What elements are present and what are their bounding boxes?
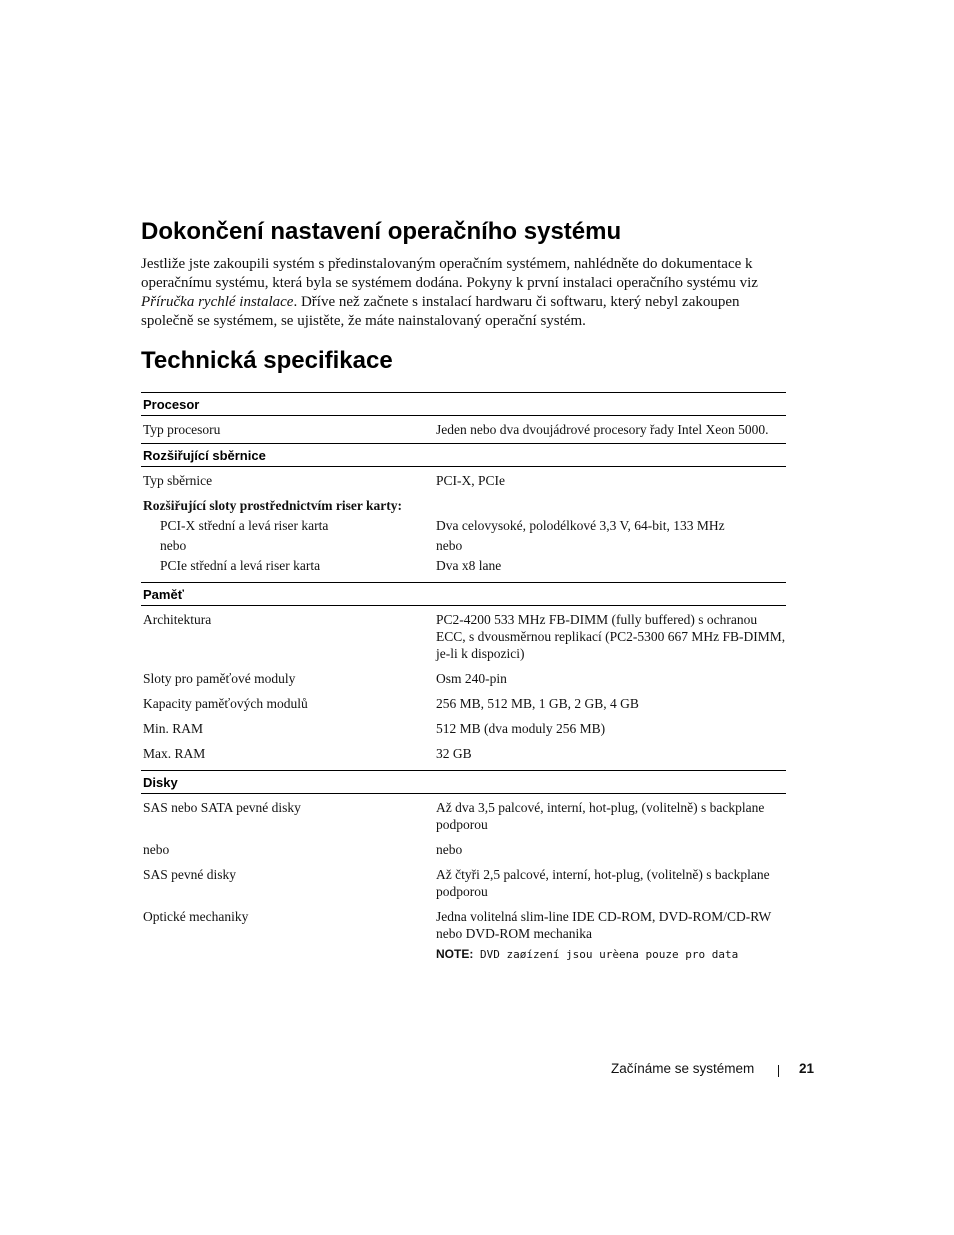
spec-label: PCI-X střední a levá riser karta (160, 518, 329, 533)
heading-os-setup: Dokončení nastavení operačního systému (141, 218, 622, 245)
intro-text-a: Jestliže jste zakoupili systém s předinstalovaným operačním systémem, nahlédněte do dokumentace k operačnímu systému, která byla se systémem dodána. Pokyny k první instalaci operačního systému viz (141, 256, 758, 291)
footer-title: Začínáme se systémem (611, 1061, 755, 1076)
intro-text-b: . Dříve než začnete s instalací hardwaru či softwaru, který nebyl zakoupen společně se systémem, se ujistěte, že máte nainstalovaný operační systém. (141, 294, 740, 329)
section-header-memory: Paměť (141, 582, 786, 606)
spec-value: Osm 240-pin (436, 671, 507, 686)
spec-value: Až dva 3,5 palcové, interní, hot-plug, (volitelně) s backplane podporou (436, 800, 765, 832)
quick-install-guide-reference: Příručka rychlé instalace (141, 294, 294, 310)
spec-value: nebo (436, 538, 463, 553)
intro-paragraph (141, 255, 791, 331)
section-header-processor: Procesor (141, 392, 786, 416)
spec-row (141, 517, 786, 534)
spec-subheading (141, 497, 786, 514)
spec-value: nebo (436, 842, 463, 857)
spec-row (141, 866, 786, 900)
spec-label: Rozšiřující sloty prostřednictvím riser karty: (143, 498, 402, 513)
note-label: NOTE: (436, 947, 474, 961)
spec-value: 256 MB, 512 MB, 1 GB, 2 GB, 4 GB (436, 696, 639, 711)
spec-label: Typ procesoru (143, 422, 221, 437)
spec-label: nebo (160, 538, 187, 553)
spec-table (141, 392, 786, 963)
spec-row (141, 695, 786, 712)
spec-row (141, 745, 786, 762)
spec-label: Typ sběrnice (143, 473, 213, 488)
spec-label: Max. RAM (143, 746, 206, 761)
spec-row (141, 720, 786, 737)
spec-value: 512 MB (dva moduly 256 MB) (436, 721, 606, 736)
spec-label: Sloty pro paměťové moduly (143, 671, 296, 686)
page-number: 21 (799, 1061, 815, 1076)
spec-row (141, 557, 786, 574)
spec-row (141, 472, 786, 489)
spec-value: PCI-X, PCIe (436, 473, 506, 488)
spec-label: Min. RAM (143, 721, 204, 736)
spec-label: SAS pevné disky (143, 867, 237, 882)
note-block (436, 946, 786, 963)
spec-value: Až čtyři 2,5 palcové, interní, hot-plug, (volitelně) s backplane podporou (436, 867, 770, 899)
spec-value: 32 GB (436, 746, 472, 761)
spec-value: Jedna volitelná slim-line IDE CD-ROM, DVD-ROM/CD-RW nebo DVD-ROM mechanika (436, 909, 771, 941)
spec-value: Dva x8 lane (436, 558, 502, 573)
note-text: DVD zaøízení jsou urèena pouze pro data (473, 948, 739, 961)
spec-row (141, 611, 786, 662)
spec-label: SAS nebo SATA pevné disky (143, 800, 301, 815)
spec-label: nebo (143, 842, 170, 857)
spec-row (141, 670, 786, 687)
spec-row (141, 841, 786, 858)
section-header-expansion-bus: Rozšiřující sběrnice (141, 443, 786, 467)
spec-label: PCIe střední a levá riser karta (160, 558, 321, 573)
spec-row (141, 537, 786, 554)
footer-separator (778, 1065, 779, 1077)
spec-label: Optické mechaniky (143, 909, 249, 924)
spec-row (141, 799, 786, 833)
section-header-disks: Disky (141, 770, 786, 794)
spec-value-group (436, 908, 786, 963)
spec-label: Architektura (143, 612, 212, 627)
spec-row (141, 421, 786, 438)
spec-value: PC2-4200 533 MHz FB-DIMM (fully buffered) s ochranou ECC, s dvousměrnou replikací (PC2-5300 667 MHz FB-DIMM, je-li k dispozici) (436, 612, 786, 661)
spec-value: Dva celovysoké, polodélkové 3,3 V, 64-bit, 133 MHz (436, 518, 725, 533)
spec-value: Jeden nebo dva dvoujádrové procesory řady Intel Xeon 5000. (436, 422, 769, 437)
heading-technical-spec: Technická specifikace (141, 347, 393, 374)
spec-label: Kapacity paměťových modulů (143, 696, 308, 711)
spec-row (141, 908, 786, 963)
